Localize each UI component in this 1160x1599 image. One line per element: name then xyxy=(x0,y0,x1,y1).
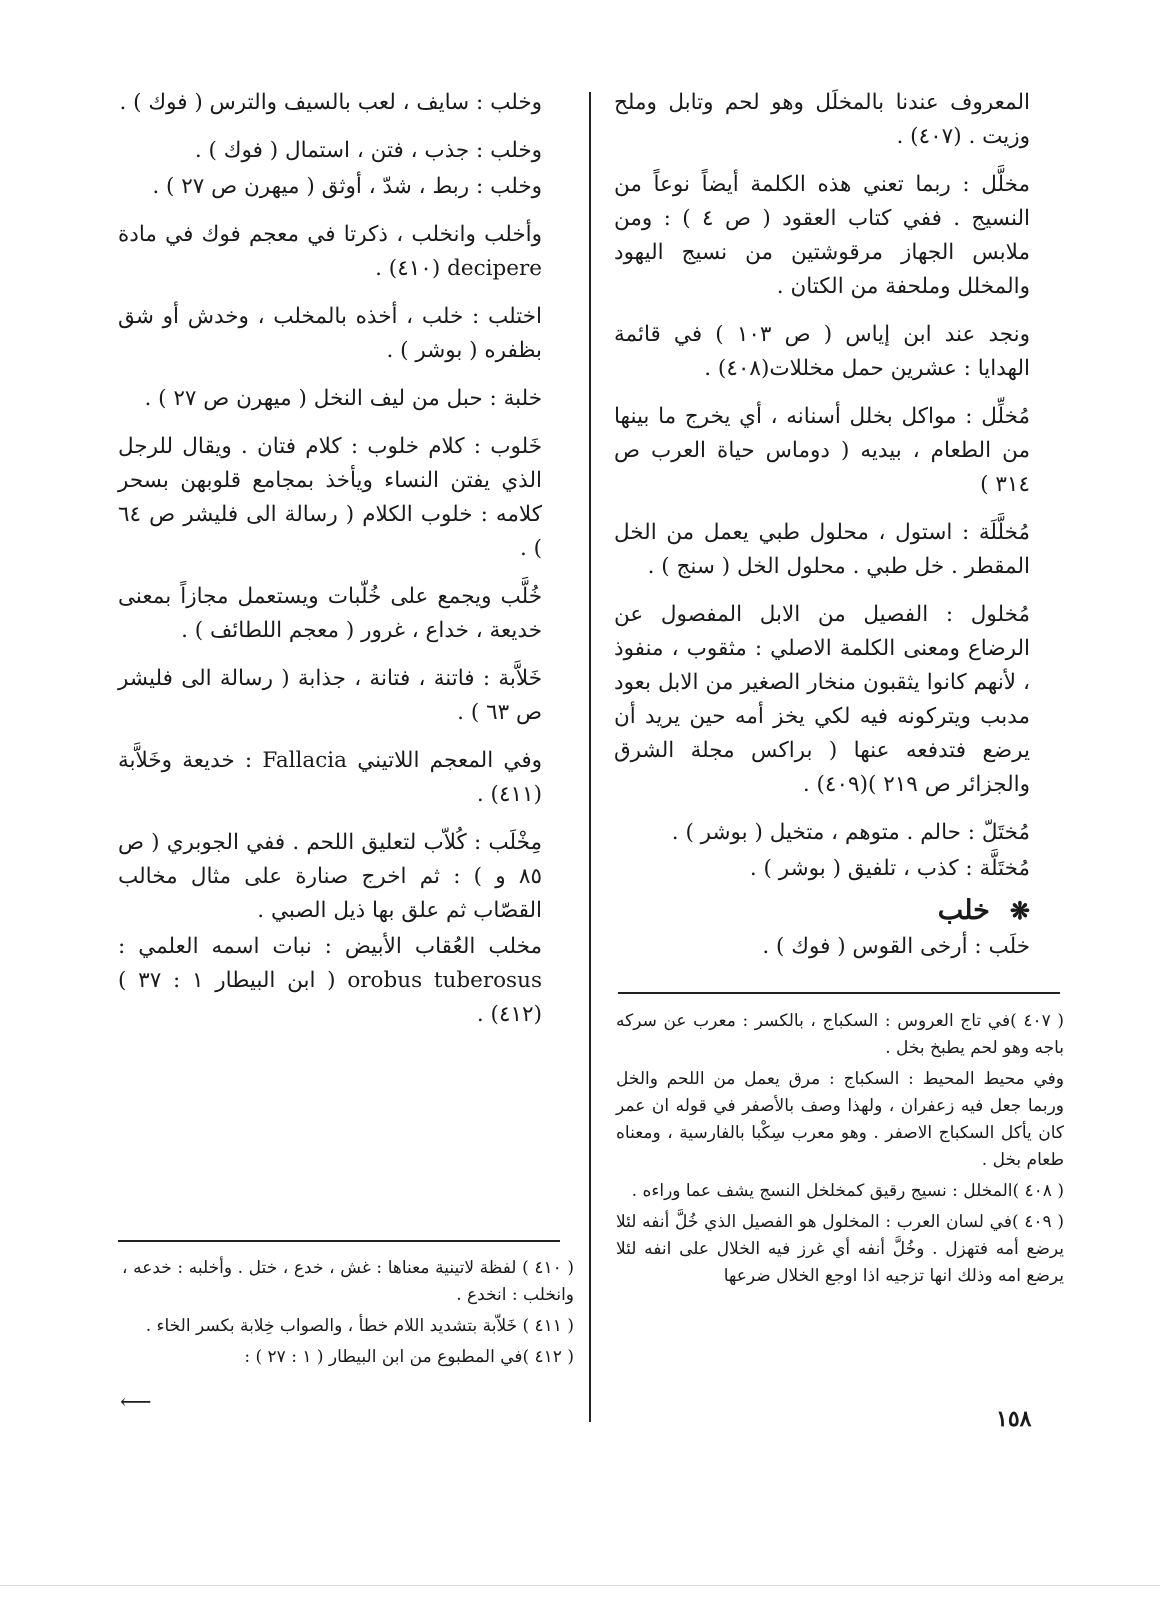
footnotes-left xyxy=(122,1255,574,1375)
asterisk-icon: ❋ xyxy=(1009,896,1030,925)
root-heading-text: خلب xyxy=(937,895,990,926)
footnote: ( ٤١٠ ) لفظة لاتينية معناها : غش ، خدع ، ختل . وأخلبه : خدعه ، وانخلب : انخدع . xyxy=(122,1258,574,1305)
entry-paragraph: مُخلِّل : مواكل بخلل أسنانه ، أي يخرج ما بينها من الطعام ، بيديه ( دوماس حياة العرب ص ٣١٤ ) xyxy=(614,404,1030,497)
footnote-divider-left xyxy=(118,1240,560,1242)
entry-paragraph: وأخلب وانخلب ، ذكرتا في معجم فوك في مادة decipere (٤١٠) . xyxy=(118,222,542,281)
entry-paragraph: ونجد عند ابن إياس ( ص ١٠٣ ) في قائمة الهدايا : عشرين حمل مخللات(٤٠٨) . xyxy=(614,322,1030,381)
entry-paragraph: وخلب : سايف ، لعب بالسيف والترس ( فوك ) . xyxy=(119,90,542,115)
entry-paragraph: مُخلَّلَة : استول ، محلول طبي يعمل من الخل المقطر . خل طبي . محلول الخل ( سنج ) . xyxy=(614,520,1030,579)
entry-paragraph: مخلَّل : ربما تعني هذه الكلمة أيضاً نوعاً من النسيج . ففي كتاب العقود ( ص ٤ ) : ومن ملابس الجهاز مرقوشتين من نسيج اليهود والمخلل وملحفة من الكتان . xyxy=(614,172,1030,299)
column-divider xyxy=(589,92,591,1422)
entry-paragraph: وخلب : ربط ، شدّ ، أوثق ( ميهرن ص ٢٧ ) . xyxy=(152,174,542,199)
footnote: ( ٤١٢ )في المطبوع من ابن البيطار ( ١ : ٢٧ ) : xyxy=(244,1347,574,1367)
footnote: ( ٤٠٧ )في تاج العروس : السكباج ، بالكسر : معرب عن سركه باجه وهو لحم يطبخ بخل . xyxy=(616,1011,1064,1058)
footnote-divider-right xyxy=(618,992,1060,994)
entry-paragraph: وفي المعجم اللاتيني Fallacia : خديعة وخَلاَّبة (٤١١) . xyxy=(118,748,542,807)
entry-paragraph: المعروف عندنا بالمخلَل وهو لحم وتابل وملح وزيت . (٤٠٧) . xyxy=(614,90,1030,149)
continuation-arrow-icon: ⟵ xyxy=(120,1390,152,1415)
footnote: ( ٤٠٩ )في لسان العرب : المخلول هو الفصيل الذي خُلَّ أنفه لئلا يرضع أمه فتهزل . وخُلَّ أنفه أي غرز فيه الخلال على انفه لئلا يرضع امه وذلك انها تزجيه اذا اوجع الخلال ضرعها xyxy=(616,1212,1064,1286)
entry-paragraph: مُخلول : الفصيل من الابل المفصول عن الرضاع ومعنى الكلمة الاصلي : مثقوب ، منفوذ ، لأنهم كانوا يثقبون منخار الصغير من الابل بعود مدبب ويتركونه فيه لكي يخز أمه حين يريد أن يرضع فتدفعه عنها ( براكس مجلة الشرق والجزائر ص ٢١٩ )(٤٠٩) . xyxy=(614,602,1030,797)
footnote: وفي محيط المحيط : السكباج : مرق يعمل من اللحم والخل وربما جعل فيه زعفران ، ولهذا وصف بالأصفر في قوله ان عمر كان يأكل السكباج الاصفر . وهو معرب سِكْبا بالفارسية ، ومعناه طعام بخل . xyxy=(616,1069,1064,1170)
entry-paragraph: خلبة : حبل من ليف النخل ( ميهرن ص ٢٧ ) . xyxy=(144,386,542,411)
entry-paragraph: مخلب العُقاب الأبيض : نبات اسمه العلمي : orobus tuberosus ( ابن البيطار ١ : ٣٧ ) (٤١٢) . xyxy=(118,934,542,1027)
entry-paragraph: خَلوب : كلام خلوب : كلام فتان . ويقال للرجل الذي يفتن النساء ويأخذ بمجامع قلوبهن بسحر كلامه : خلوب الكلام ( رسالة الى فليشر ص ٦٤ ) . xyxy=(118,434,542,561)
entry-paragraph: خَلاَّبة : فاتنة ، فتانة ، جذابة ( رسالة الى فليشر ص ٦٣ ) . xyxy=(118,666,542,725)
left-column xyxy=(118,86,542,1046)
entry-paragraph: وخلب : جذب ، فتن ، استمال ( فوك ) . xyxy=(194,138,542,163)
entry-paragraph: مِخْلَب : كُلاّب لتعليق اللحم . ففي الجوبري ( ص ٨٥ و ) : ثم اخرج صنارة على مثال مخالب القصّاب ثم علق بها ذيل الصبي . xyxy=(118,830,542,923)
entry-paragraph: مُختَلَّة : كذب ، تلفيق ( بوشر ) . xyxy=(749,856,1030,881)
footnote: ( ٤١١ ) خَلاّبة بتشديد اللام خطأ ، والصواب خِلابة بكسر الخاء . xyxy=(145,1316,574,1336)
scan-edge xyxy=(0,1585,1160,1586)
page-number: ١٥٨ xyxy=(996,1406,1032,1432)
root-heading xyxy=(614,894,1030,928)
entry-paragraph: خلَب : أرخى القوس ( فوك ) . xyxy=(762,934,1030,959)
footnotes-right xyxy=(616,1008,1064,1294)
entry-paragraph: اختلب : خلب ، أخذه بالمخلب ، وخدش أو شق بظفره ( بوشر ) . xyxy=(118,304,542,363)
right-column xyxy=(614,86,1030,978)
entry-paragraph: خُلَّب ويجمع على خُلّبات ويستعمل مجازاً بمعنى خديعة ، خداع ، غرور ( معجم اللطائف ) . xyxy=(118,584,542,643)
entry-paragraph: مُختَلّ : حالم . متوهم ، متخيل ( بوشر ) . xyxy=(671,820,1030,845)
footnote: ( ٤٠٨ )المخلل : نسيج رقيق كمخلخل النسج يشف عما وراءه . xyxy=(631,1181,1064,1201)
